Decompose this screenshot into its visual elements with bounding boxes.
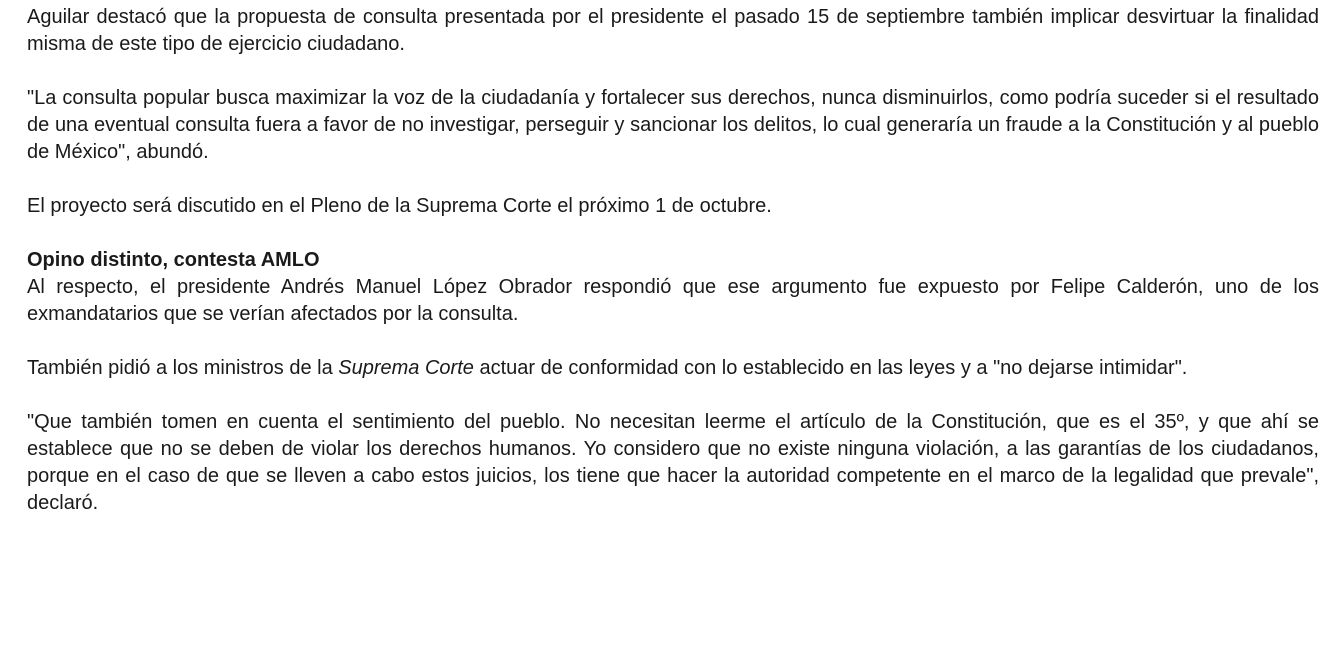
paragraph-quote-consulta: "La consulta popular busca maximizar la voz de la ciudadanía y fortalecer sus derechos, nunca disminuirlos, como podría suceder si el resultado de una eventual consulta fuera a favor de no investigar, perseguir y sancionar los delitos, lo cual generaría un fraude a la Constitución y al pueblo de México", abundó.: [27, 87, 1319, 163]
paragraph-respuesta-amlo: Al respecto, el presidente Andrés Manuel López Obrador respondió que ese argumento fue expuesto por Felipe Calderón, uno de los exmandatarios que se verían afectados por la consulta.: [27, 276, 1319, 325]
paragraph-ministros-text-1: También pidió a los ministros de la: [27, 357, 339, 379]
paragraph-ministros: [27, 355, 1319, 382]
paragraph-ministros-text-2: actuar de conformidad con lo establecido en las leyes y a "no dejarse intimidar".: [473, 357, 1188, 379]
suprema-corte-italic: Suprema Corte: [338, 357, 474, 379]
section-heading: Opino distinto, contesta AMLO: [27, 249, 320, 271]
paragraph-aguilar: Aguilar destacó que la propuesta de consulta presentada por el presidente el pasado 15 de septiembre también implicar desvirtuar la finalidad misma de este tipo de ejercicio ciudadano.: [27, 6, 1319, 55]
paragraph-quote-pueblo: "Que también tomen en cuenta el sentimiento del pueblo. No necesitan leerme el artículo de la Constitución, que es el 35º, y que ahí se establece que no se deben de violar los derechos humanos. Yo considero que no existe ninguna violación, a las garantías de los ciudadanos, porque en el caso de que se lleven a cabo estos juicios, los tiene que hacer la autoridad competente en el marco de la legalidad que prevale", declaró.: [27, 411, 1319, 514]
paragraph-proyecto: El proyecto será discutido en el Pleno de la Suprema Corte el próximo 1 de octubre.: [27, 195, 772, 217]
